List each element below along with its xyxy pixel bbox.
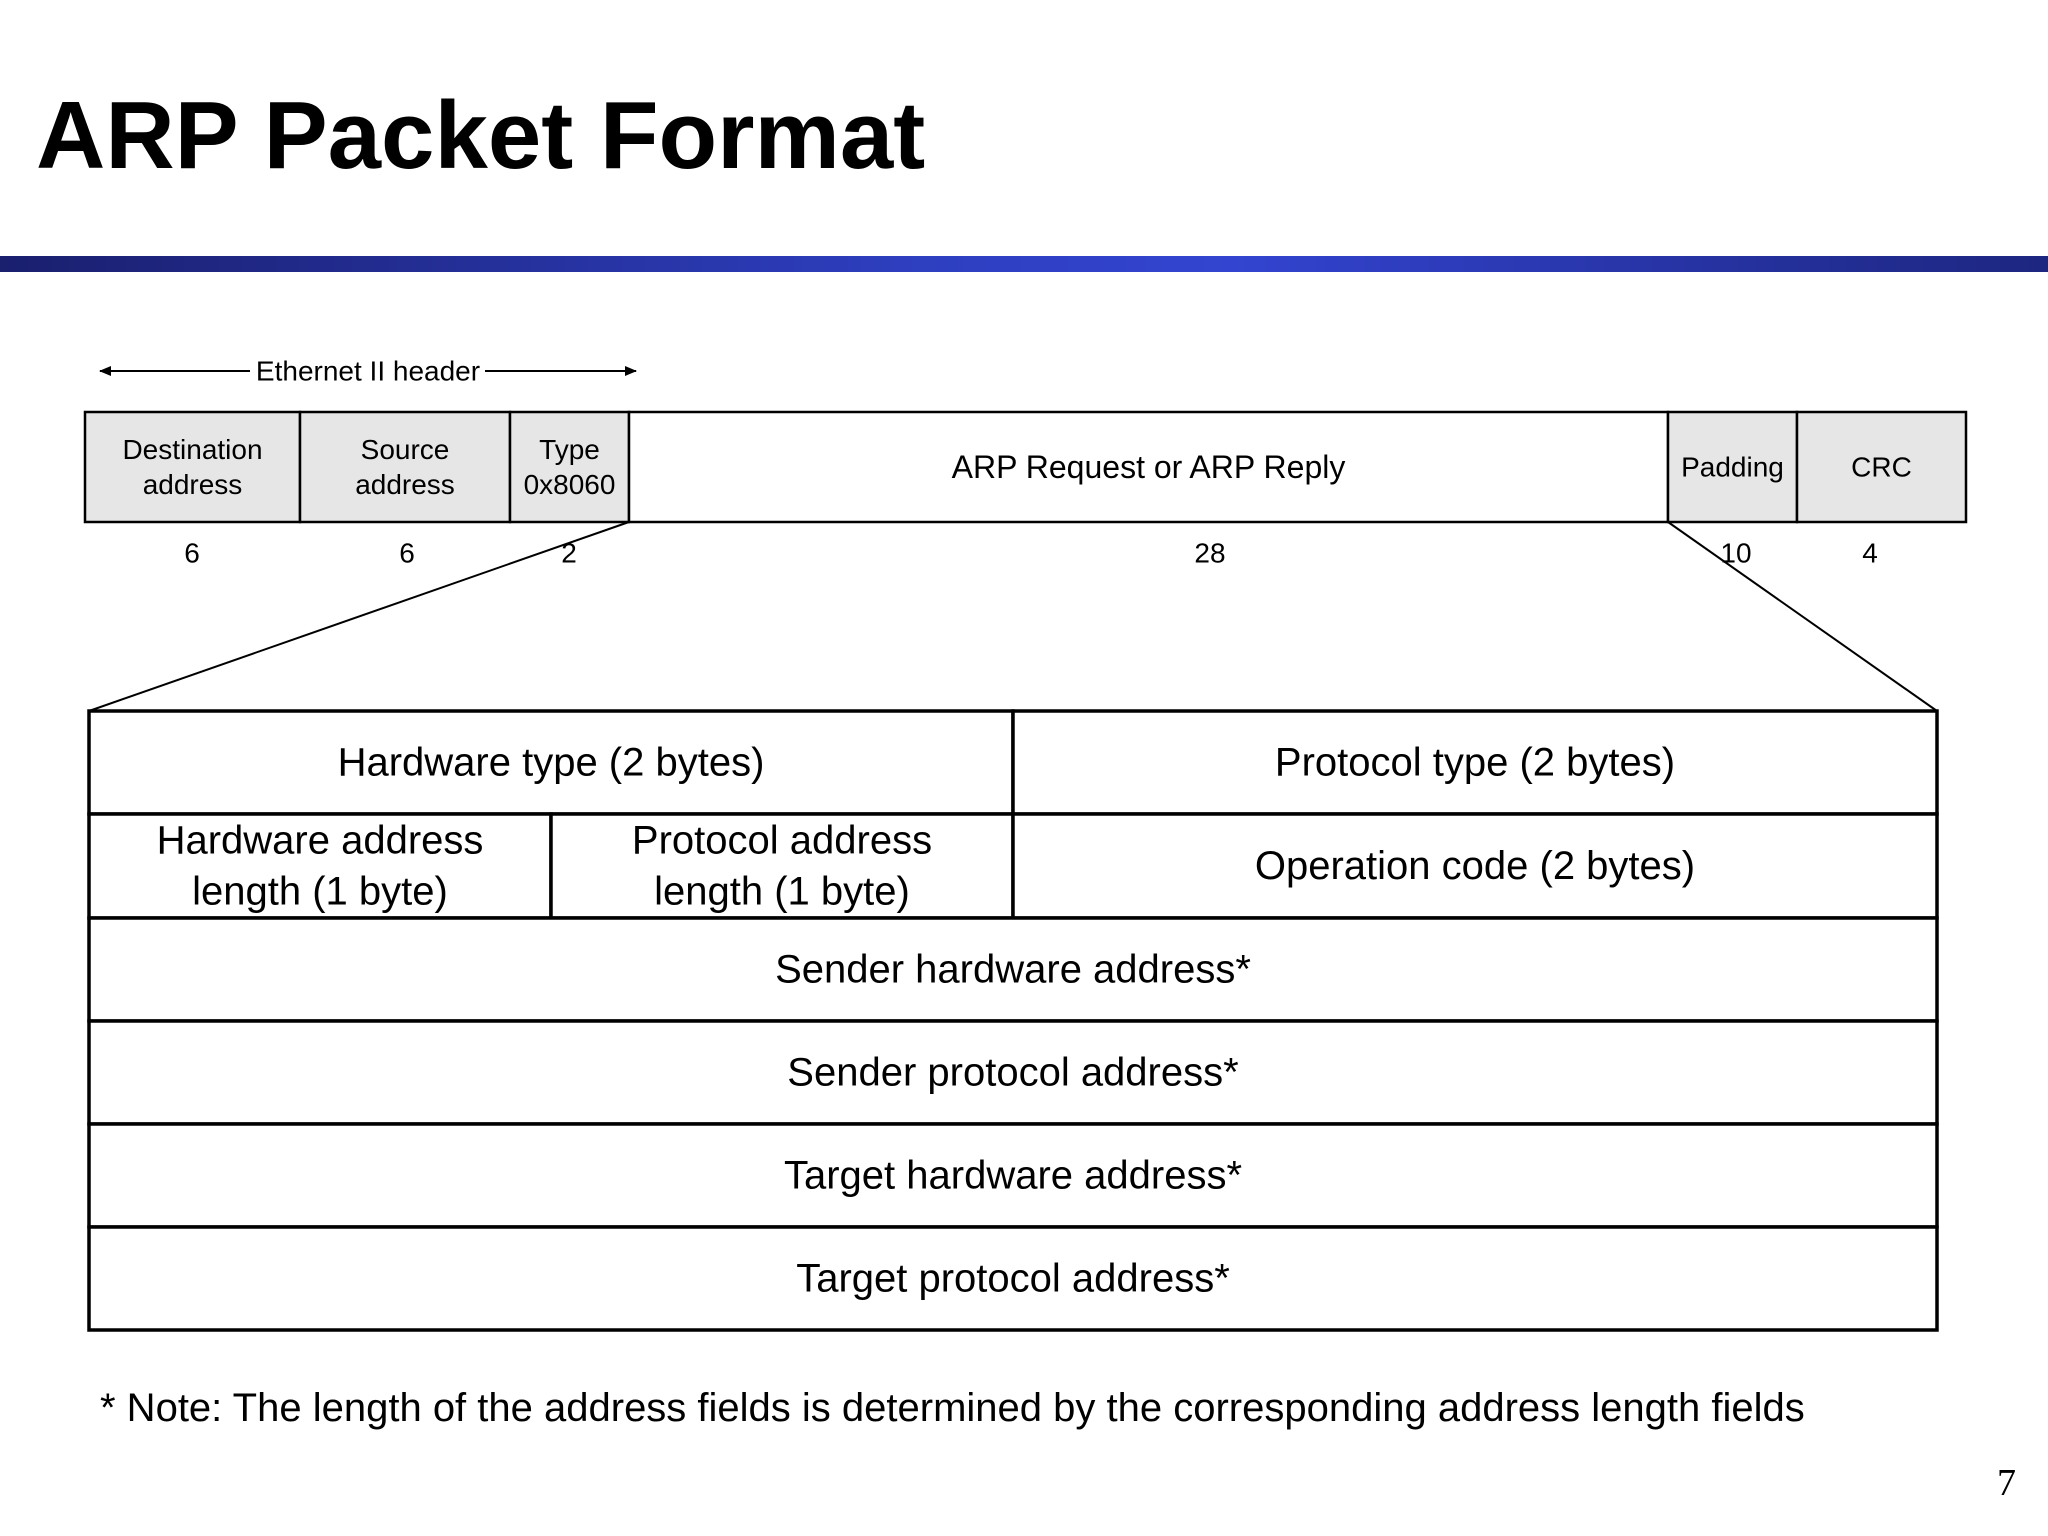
ethernet-header-span bbox=[100, 356, 636, 387]
protocol-address-length-cell-label-line-1: Protocol address bbox=[631, 818, 933, 863]
arp-payload-field-size: 28 bbox=[1194, 537, 1226, 569]
address-length-note: * Note: The length of the address fields is determined by the corresponding address length fields bbox=[100, 1386, 1805, 1430]
target-hardware-address-cell-label: Target hardware address* bbox=[783, 1153, 1243, 1198]
type-field-label-line-2: 0x8060 bbox=[523, 469, 616, 500]
destination-address-field-label-line-1: Destination bbox=[122, 434, 263, 465]
zoom-line-left bbox=[89, 522, 629, 711]
destination-address-field-size: 6 bbox=[184, 537, 200, 569]
arp-row-3 bbox=[89, 918, 1937, 1021]
target-protocol-address-cell-label: Target protocol address* bbox=[796, 1256, 1230, 1301]
source-address-field-label-line-1: Source bbox=[360, 434, 450, 465]
destination-address-field-box bbox=[85, 412, 300, 522]
arp-payload-field-label: ARP Request or ARP Reply bbox=[951, 449, 1346, 485]
arp-payload-field bbox=[629, 412, 1668, 569]
type-field bbox=[510, 412, 629, 569]
footnote-layer bbox=[100, 1386, 1805, 1430]
destination-address-field-label-line-2: address bbox=[142, 469, 243, 500]
type-field-box bbox=[510, 412, 629, 522]
target-protocol-address-cell bbox=[89, 1227, 1937, 1330]
arp-row-1 bbox=[89, 711, 1937, 814]
protocol-type-cell bbox=[1013, 711, 1937, 814]
type-field-size: 2 bbox=[561, 537, 577, 569]
padding-field-label: Padding bbox=[1681, 451, 1784, 483]
source-address-field-size: 6 bbox=[399, 537, 415, 569]
arp-row-5 bbox=[89, 1124, 1937, 1227]
zoom-connector-lines bbox=[89, 522, 1937, 711]
target-hardware-address-cell bbox=[89, 1124, 1937, 1227]
sender-protocol-address-cell bbox=[89, 1021, 1937, 1124]
hardware-address-length-cell-label-line-1: Hardware address bbox=[156, 818, 484, 863]
crc-field-label: CRC bbox=[1851, 451, 1912, 483]
hardware-address-length-cell-label-line-2: length (1 byte) bbox=[192, 869, 448, 914]
sender-protocol-address-cell-label: Sender protocol address* bbox=[787, 1050, 1239, 1095]
destination-address-field bbox=[85, 412, 300, 569]
operation-code-cell bbox=[1013, 814, 1937, 918]
protocol-address-length-cell-label-line-2: length (1 byte) bbox=[654, 869, 910, 914]
source-address-field bbox=[300, 412, 510, 569]
page-number: 7 bbox=[1997, 1462, 2016, 1504]
crc-field bbox=[1797, 412, 1966, 569]
zoom-line-right bbox=[1668, 522, 1937, 711]
operation-code-cell-label: Operation code (2 bytes) bbox=[1254, 844, 1696, 888]
source-address-field-label-line-2: address bbox=[355, 469, 455, 500]
ethernet-header-label: Ethernet II header bbox=[255, 355, 481, 387]
hardware-type-cell-label: Hardware type (2 bytes) bbox=[337, 740, 765, 785]
sender-hardware-address-cell-label: Sender hardware address* bbox=[775, 947, 1251, 992]
hardware-type-cell bbox=[89, 711, 1013, 814]
arp-row-2 bbox=[89, 814, 1937, 918]
sender-hardware-address-cell bbox=[89, 918, 1937, 1021]
protocol-type-cell-label: Protocol type (2 bytes) bbox=[1274, 740, 1676, 785]
crc-field-size: 4 bbox=[1862, 537, 1878, 569]
type-field-label-line-1: Type bbox=[539, 434, 600, 465]
arp-packet-table bbox=[89, 711, 1937, 1330]
ethernet-frame bbox=[85, 412, 1966, 569]
protocol-address-length-cell bbox=[551, 814, 1013, 918]
source-address-field-box bbox=[300, 412, 510, 522]
padding-field bbox=[1668, 412, 1797, 569]
arp-row-6 bbox=[89, 1227, 1937, 1330]
hardware-address-length-cell bbox=[89, 814, 551, 918]
padding-field-size: 10 bbox=[1720, 537, 1752, 569]
arp-row-4 bbox=[89, 1021, 1937, 1124]
slide-title: ARP Packet Format bbox=[36, 82, 926, 189]
